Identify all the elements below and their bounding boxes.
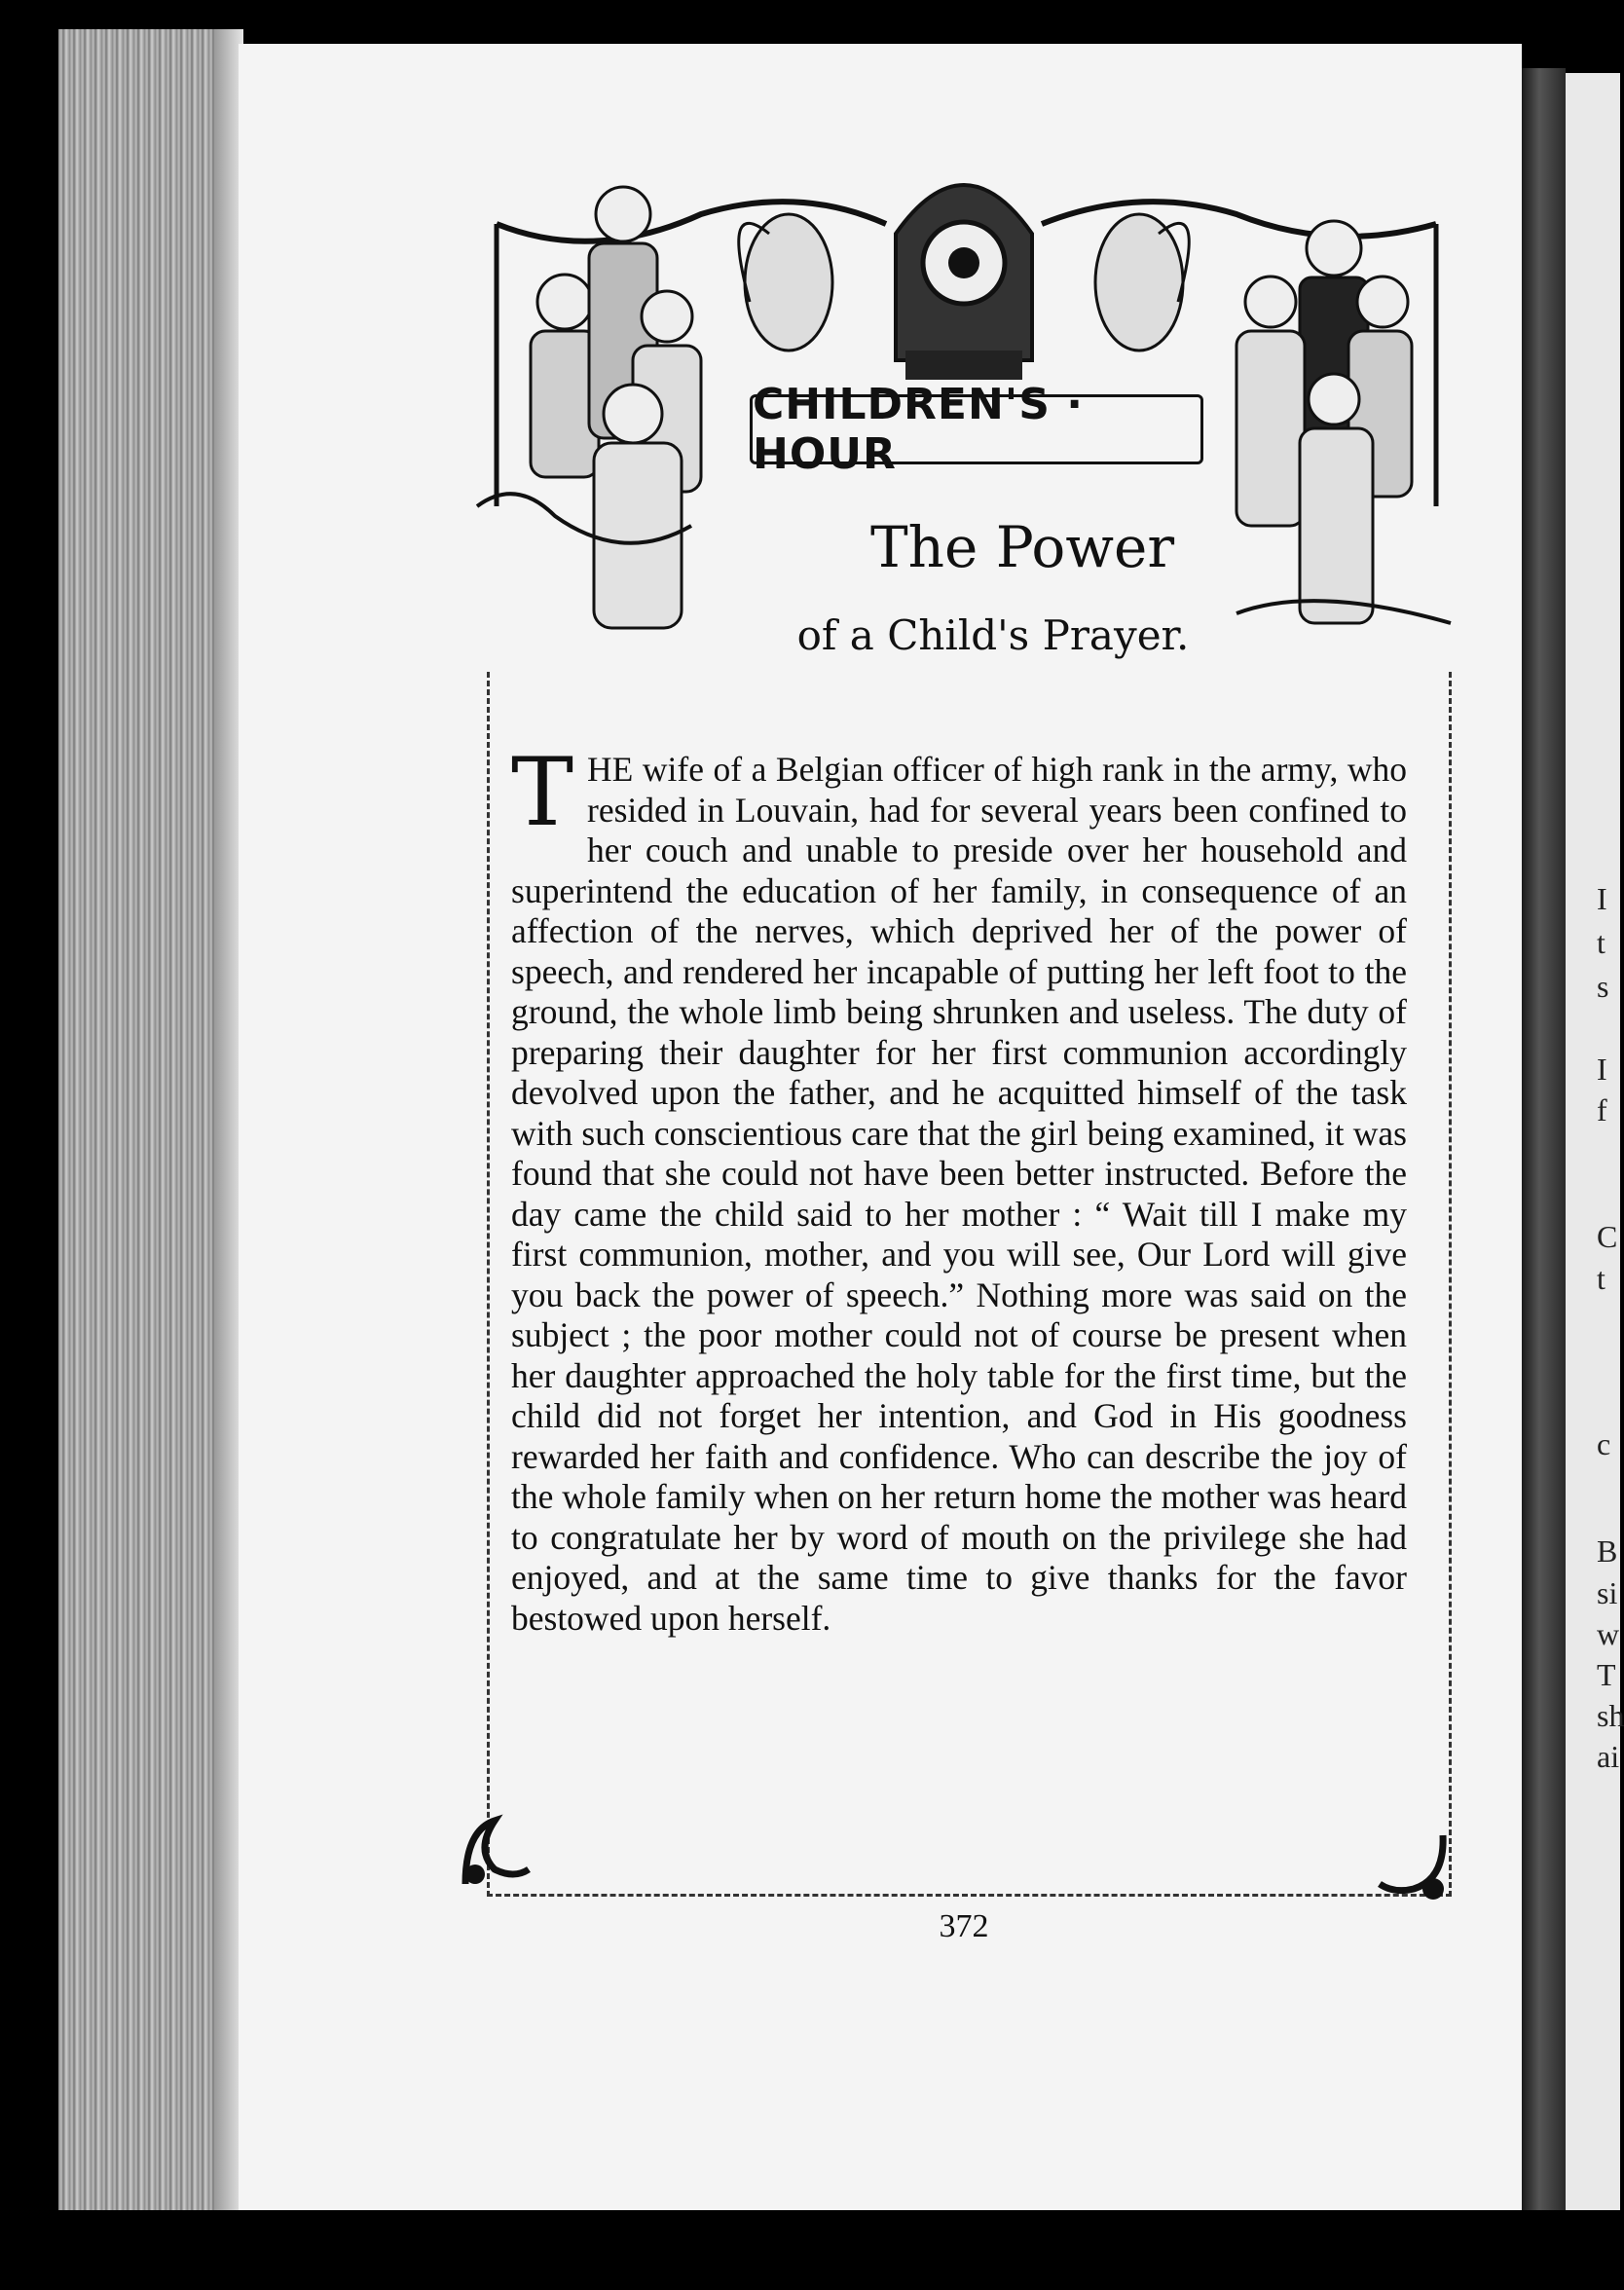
facing-page bbox=[1566, 73, 1620, 2210]
article-subtitle: of a Child's Prayer. bbox=[796, 611, 1190, 659]
facing-fragment: t bbox=[1597, 1261, 1606, 1296]
facing-fragment: ai bbox=[1597, 1739, 1620, 1774]
ornament-bottom-left bbox=[456, 1811, 534, 1889]
facing-fragment: I bbox=[1597, 1052, 1607, 1087]
section-banner: CHILDREN'S · HOUR bbox=[750, 394, 1203, 464]
drop-cap: T bbox=[511, 738, 574, 847]
facing-fragment: I bbox=[1597, 881, 1607, 916]
facing-fragment: w bbox=[1597, 1616, 1620, 1651]
article-title: The Power bbox=[869, 514, 1175, 580]
facing-fragment: c bbox=[1597, 1426, 1611, 1461]
facing-fragment: T bbox=[1597, 1657, 1616, 1692]
gutter bbox=[1522, 68, 1566, 2210]
first-word: HE bbox=[587, 750, 634, 789]
facing-fragment: C bbox=[1597, 1219, 1618, 1254]
facing-fragment: t bbox=[1597, 925, 1606, 960]
facing-fragment: B bbox=[1597, 1533, 1618, 1569]
facing-fragment: si bbox=[1597, 1575, 1618, 1610]
article-body bbox=[511, 738, 1407, 1639]
facing-fragment: f bbox=[1597, 1092, 1607, 1127]
facing-fragment: s bbox=[1597, 969, 1609, 1004]
article-paragraph: wife of a Belgian officer of high rank in the army, who resided in Louvain, had for several years been confined to her couch and unable to preside over her household and superintend the education of her family, in consequence of an affection of the nerves, which deprived her of the power of speech, and rendered her incapable of putting her left foot to the ground, the whole limb being shrunken and useless. The duty of preparing their daughter for her first communion accordingly devolved upon the father, and he acquitted himself of the task with such conscientious care that the girl being examined, it was found that she could not have been better instructed. Before the day came the child said to her mother : “ Wait till I make my first communion, mother, and you will see, Our Lord will give you back the power of speech.” Nothing more was said on the subject ; the poor mother could not of course be present when her daughter approached the holy table for the first time, but the child did not forget her intention, and God in His goodness rewarded her faith and confidence. Who can describe the joy of the whole family when on her return home the mother was heard to congratulate her by word of mouth on the privilege she had enjoyed, and at the same time to give thanks for the favor bestowed upon herself. bbox=[511, 750, 1407, 1638]
facing-fragment: sh bbox=[1597, 1698, 1624, 1733]
page-number: 372 bbox=[939, 1908, 989, 1944]
ornament-bottom-right bbox=[1375, 1830, 1453, 1908]
page-edges bbox=[58, 29, 243, 2210]
